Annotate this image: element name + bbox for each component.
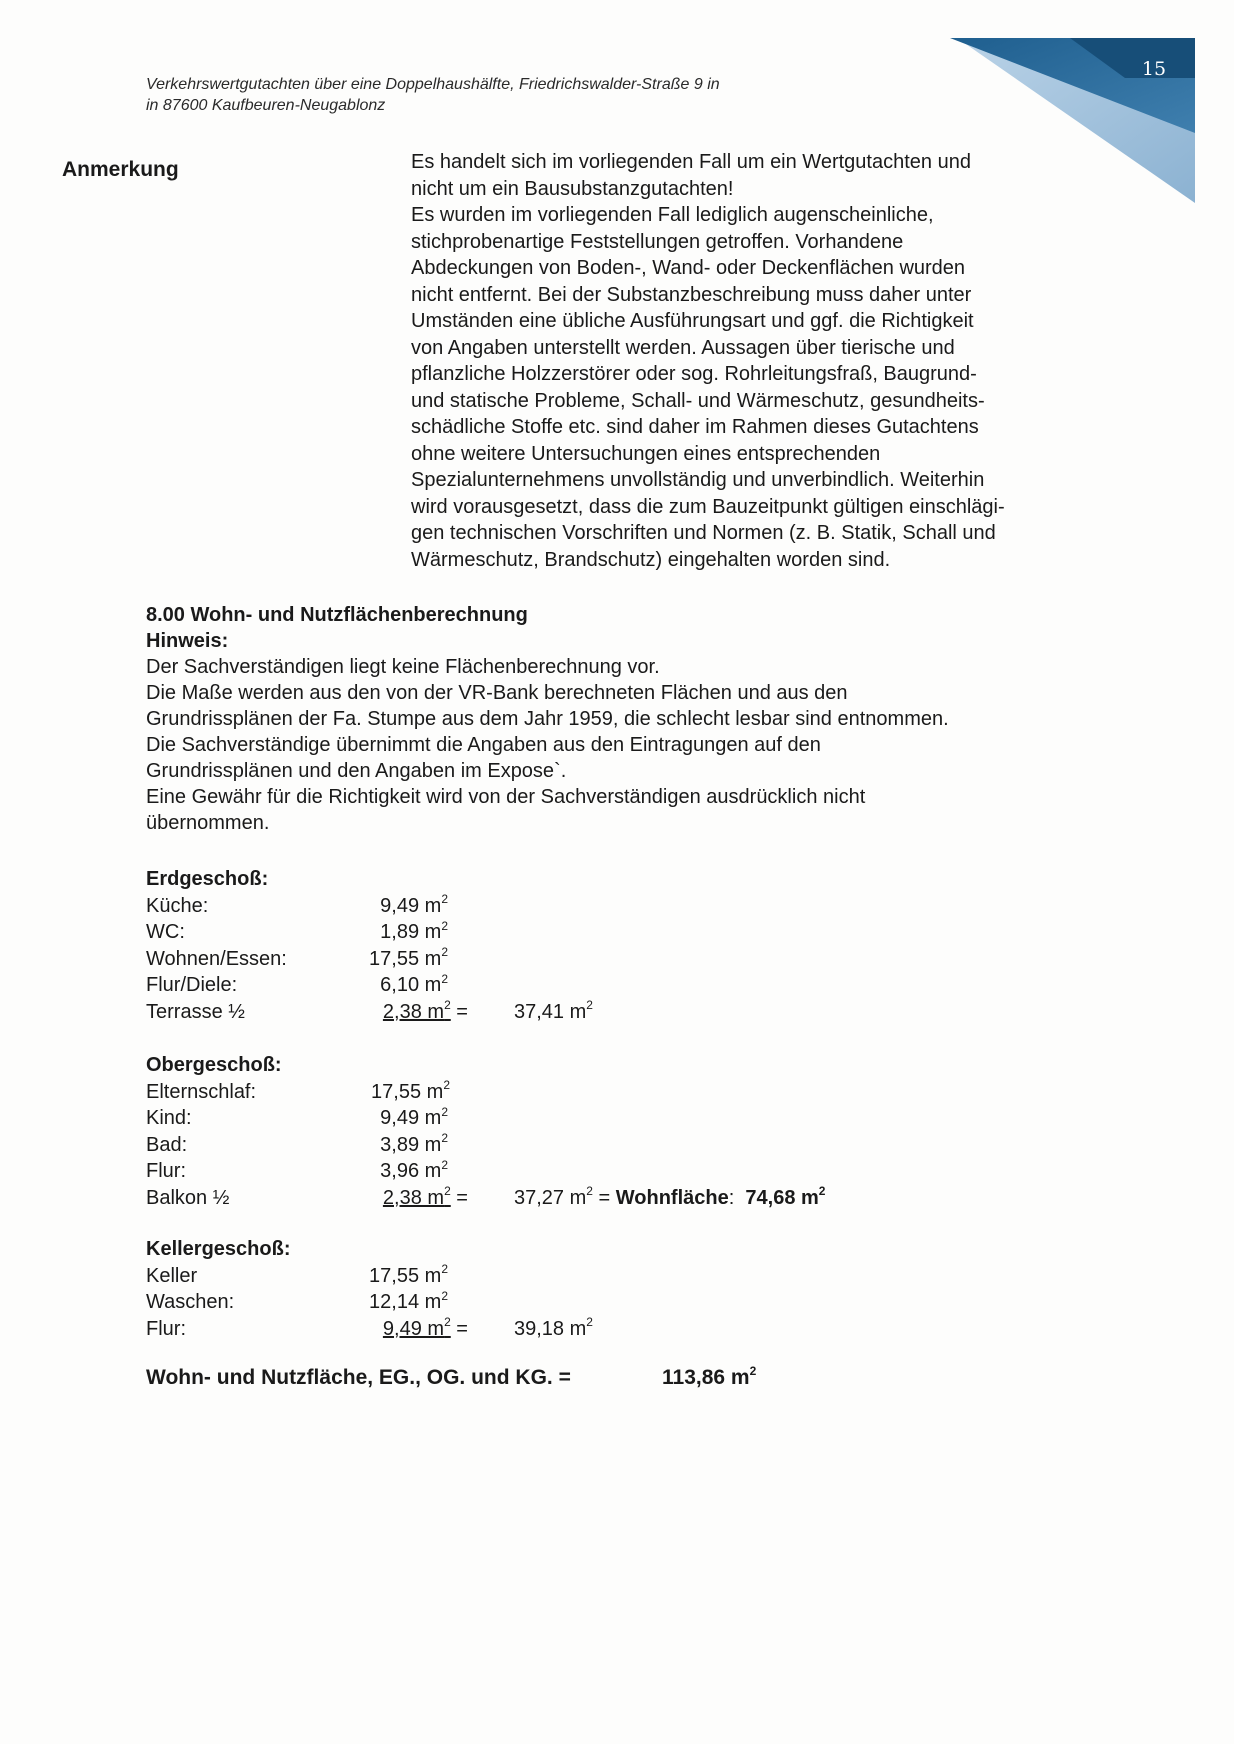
room-label: Kind: — [146, 1107, 192, 1130]
room-value: 9,49 $m^2$ = — [382, 1315, 468, 1340]
area-row — [146, 1289, 846, 1315]
area-row — [146, 1158, 1046, 1184]
note-line: Umständen eine übliche Ausführungsart und ggf. die Richtigkeit — [411, 310, 974, 332]
hint-label: Hinweis: — [146, 630, 229, 652]
room-label: Flur: — [146, 1317, 186, 1340]
header-line-1: Verkehrswertgutachten über eine Doppelhaushälfte, Friedrichswalder-Straße 9 in — [146, 76, 720, 93]
room-label: Wohnen/Essen: — [146, 947, 287, 970]
room-value: 9,49 $m^2$ — [380, 892, 448, 917]
area-row — [146, 1263, 846, 1289]
hint-line: Grundrissplänen der Fa. Stumpe aus dem Jahr 1959, die schlecht lesbar sind entnommen. — [146, 708, 949, 730]
note-line: Wärmeschutz, Brandschutz) eingehalten worden sind. — [411, 548, 891, 571]
note-line: ohne weitere Untersuchungen eines entsprechenden — [411, 442, 881, 465]
room-label: Flur/Diele: — [146, 974, 238, 997]
room-value: 2,38 $m^2$ = — [382, 1183, 468, 1209]
room-label: Flur: — [146, 1160, 186, 1183]
note-line: schädliche Stoffe etc. sind daher im Rahmen dieses Gutachtens — [411, 416, 979, 438]
area-row — [146, 1316, 846, 1342]
area-section — [146, 602, 1106, 836]
total-area — [146, 1364, 757, 1390]
living-area-label: Wohnfläche — [615, 1186, 729, 1209]
room-value: 6,10 $m^2$ — [380, 971, 448, 997]
total-value: 113,86 $m^2$ — [662, 1364, 757, 1389]
floor-sum: 39,18 $m^2$ — [514, 1315, 593, 1340]
area-row — [146, 1079, 1046, 1105]
hint-line: Die Maße werden aus den von der VR-Bank berechneten Flächen und aus den — [146, 682, 848, 704]
room-label: WC: — [146, 921, 185, 944]
section-title: 8.00 Wohn- und Nutzflächenberechnung — [146, 604, 528, 626]
note-line: stichprobenartige Feststellungen getroffen. Vorhandene — [411, 230, 904, 253]
hint-line: Grundrissplänen und den Angaben im Expose`. — [146, 760, 567, 782]
note-line: und statische Probleme, Schall- und Wärmeschutz, gesundheits- — [411, 389, 985, 412]
floor-title: Erdgeschoß: — [146, 868, 269, 890]
room-label: Waschen: — [146, 1291, 235, 1314]
floor-title: Kellergeschoß: — [146, 1238, 291, 1260]
area-row — [146, 1132, 1046, 1158]
room-value: 2,38 $m^2$ = — [382, 997, 468, 1023]
hint-line: übernommen. — [146, 812, 270, 834]
note-line: Spezialunternehmens unvollständig und unverbindlich. Weiterhin — [411, 469, 985, 491]
room-label: Keller — [146, 1265, 198, 1287]
room-value: 9,49 $m^2$ — [380, 1104, 448, 1130]
room-value: 17,55 $m^2$ — [369, 945, 448, 970]
floor-kg — [146, 1236, 846, 1342]
room-value: 17,55 $m^2$ — [369, 1262, 448, 1287]
room-label: Terrasse ½ — [146, 1000, 245, 1023]
note-line: Es wurden im vorliegenden Fall lediglich augenscheinliche, — [411, 204, 934, 226]
floor-title: Obergeschoß: — [146, 1054, 282, 1076]
room-label: Balkon ½ — [146, 1186, 230, 1209]
area-row — [146, 999, 846, 1025]
floor-eg — [146, 866, 846, 1025]
note-line: von Angaben unterstellt werden. Aussagen über tierische und — [411, 336, 955, 359]
room-label: Elternschlaf: — [146, 1081, 257, 1103]
hint-line: Die Sachverständige übernimmt die Angaben aus den Eintragungen auf den — [146, 734, 821, 756]
floor-sum: 37,41 $m^2$ — [514, 997, 593, 1023]
living-area-value: 74,68 $m^2$ — [745, 1183, 826, 1209]
area-row — [146, 1105, 1046, 1131]
page-header — [146, 74, 720, 116]
note-line: gen technischen Vorschriften und Normen (z. B. Statik, Schall und — [411, 522, 996, 544]
room-value: 3,89 $m^2$ — [380, 1131, 448, 1156]
note-line: nicht um ein Bausubstanzgutachten! — [411, 177, 734, 200]
area-row — [146, 1185, 1046, 1211]
room-label: Küche: — [146, 895, 209, 917]
header-line-2: in 87600 Kaufbeuren-Neugablonz — [146, 97, 386, 114]
room-value: 17,55 $m^2$ — [371, 1078, 450, 1103]
note-text — [411, 149, 1101, 573]
room-value: 1,89 $m^2$ — [380, 918, 448, 944]
room-label: Bad: — [146, 1133, 188, 1156]
page-number: 15 — [1141, 58, 1167, 80]
room-value: 12,14 $m^2$ — [369, 1288, 448, 1314]
hint-line: Der Sachverständigen liegt keine Flächenberechnung vor. — [146, 656, 660, 678]
note-line: Es handelt sich im vorliegenden Fall um ein Wertgutachten und — [411, 151, 971, 173]
note-line: Abdeckungen von Boden-, Wand- oder Deckenflächen wurden — [411, 257, 966, 279]
floor-og — [146, 1052, 1046, 1211]
area-row — [146, 972, 846, 998]
note-line: pflanzliche Holzzerstörer oder sog. Rohrleitungsfraß, Baugrund- — [411, 363, 977, 385]
hint-line: Eine Gewähr für die Richtigkeit wird von der Sachverständigen ausdrücklich nicht — [146, 786, 866, 808]
note-line: nicht entfernt. Bei der Substanzbeschreibung muss daher unter — [411, 283, 972, 306]
note-line: wird vorausgesetzt, dass die zum Bauzeitpunkt gültigen einschlägi- — [411, 495, 1005, 518]
area-row — [146, 893, 846, 919]
total-label: Wohn- und Nutzfläche, EG., OG. und KG. = — [146, 1366, 571, 1389]
area-row — [146, 919, 846, 945]
room-value: 3,96 $m^2$ — [380, 1157, 448, 1183]
area-row — [146, 946, 846, 972]
floor-sum: 37,27 $m^2$ = Wohnfläche: 74,68 $m^2$ — [514, 1183, 826, 1209]
note-label: Anmerkung — [62, 158, 179, 181]
